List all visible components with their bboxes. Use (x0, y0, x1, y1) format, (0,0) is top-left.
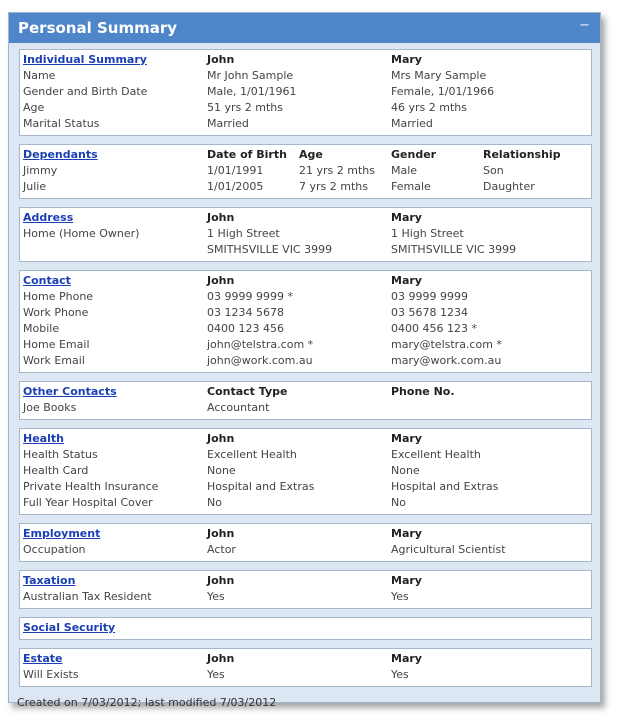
mary-value: 1 High Street (391, 227, 464, 240)
table-row (23, 289, 587, 305)
row-label: Work Email (23, 354, 85, 367)
dependant-name: Jimmy (23, 164, 58, 177)
table-row (23, 463, 587, 479)
other-contacts-section (19, 381, 592, 420)
row-label: Home (Home Owner) (23, 227, 140, 240)
social-security-link[interactable]: Social Security (23, 621, 116, 634)
table-row (23, 667, 587, 683)
contact-type: Accountant (207, 401, 270, 414)
john-value: Mr John Sample (207, 69, 294, 82)
column-header-john: John (207, 274, 235, 287)
john-value: john@work.com.au (207, 354, 313, 367)
health-link[interactable]: Health (23, 432, 64, 445)
individual-summary-section (19, 49, 592, 136)
john-value: None (207, 464, 236, 477)
column-header-john: John (207, 652, 235, 665)
table-row (23, 495, 587, 511)
employment-section (19, 523, 592, 562)
john-value: 51 yrs 2 mths (207, 101, 283, 114)
row-label: Health Status (23, 448, 98, 461)
table-row (23, 84, 587, 100)
table-row (23, 68, 587, 84)
john-value: Male, 1/01/1961 (207, 85, 297, 98)
table-row (23, 321, 587, 337)
row-label: Will Exists (23, 668, 79, 681)
mary-value: No (391, 496, 406, 509)
mary-value: 03 9999 9999 (391, 290, 468, 303)
mary-value: Excellent Health (391, 448, 481, 461)
dependant-relationship: Son (483, 164, 504, 177)
employment-link[interactable]: Employment (23, 527, 101, 540)
dependant-gender: Male (391, 164, 418, 177)
mary-value: mary@telstra.com * (391, 338, 502, 351)
table-row (23, 400, 587, 416)
row-label: Home Phone (23, 290, 94, 303)
other-contacts-link[interactable]: Other Contacts (23, 385, 117, 398)
dependant-age: 7 yrs 2 mths (299, 180, 368, 193)
row-label: Home Email (23, 338, 90, 351)
address-link[interactable]: Address (23, 211, 74, 224)
table-row (23, 163, 587, 179)
dependant-dob: 1/01/2005 (207, 180, 264, 193)
social-security-section (19, 617, 592, 640)
column-header-mary: Mary (391, 527, 422, 540)
row-label (23, 242, 207, 258)
column-header-mary: Mary (391, 274, 422, 287)
row-label: Health Card (23, 464, 89, 477)
mary-value: mary@work.com.au (391, 354, 502, 367)
column-header-john: John (207, 574, 235, 587)
row-label: Mobile (23, 322, 60, 335)
row-label: Name (23, 69, 56, 82)
column-header-mary: Mary (391, 53, 422, 66)
john-value: 1 High Street (207, 227, 280, 240)
contact-link[interactable]: Contact (23, 274, 71, 287)
mary-value: Hospital and Extras (391, 480, 499, 493)
row-label: Gender and Birth Date (23, 85, 148, 98)
table-row (23, 242, 587, 258)
mary-value: 46 yrs 2 mths (391, 101, 467, 114)
estate-section (19, 648, 592, 687)
john-value: 03 1234 5678 (207, 306, 284, 319)
mary-value: Mrs Mary Sample (391, 69, 487, 82)
individual-summary-link[interactable]: Individual Summary (23, 53, 147, 66)
table-row (23, 542, 587, 558)
column-header-gender: Gender (391, 148, 437, 161)
table-row (23, 589, 587, 605)
column-header-mary: Mary (391, 652, 422, 665)
john-value: 0400 123 456 (207, 322, 284, 335)
john-value: Yes (207, 668, 225, 681)
row-label: Occupation (23, 543, 86, 556)
contact-phone (391, 400, 575, 416)
table-row (23, 447, 587, 463)
table-row (23, 353, 587, 369)
mary-value: Married (391, 117, 433, 130)
dependant-name: Julie (23, 180, 47, 193)
mary-value: 0400 456 123 * (391, 322, 477, 335)
column-header-mary: Mary (391, 574, 422, 587)
column-header-dob: Date of Birth (207, 148, 287, 161)
john-value: No (207, 496, 222, 509)
mary-value: Yes (391, 590, 409, 603)
mary-value: Yes (391, 668, 409, 681)
column-header-age: Age (299, 148, 323, 161)
mary-value: 03 5678 1234 (391, 306, 468, 319)
john-value: Excellent Health (207, 448, 297, 461)
personal-summary-panel (8, 12, 601, 709)
dependant-relationship: Daughter (483, 180, 535, 193)
contact-section (19, 270, 592, 373)
column-header-john: John (207, 432, 235, 445)
collapse-icon[interactable]: − (579, 17, 590, 33)
mary-value: Agricultural Scientist (391, 543, 506, 556)
table-row (23, 305, 587, 321)
mary-value: Female, 1/01/1966 (391, 85, 495, 98)
column-header-john: John (207, 211, 235, 224)
row-label: Age (23, 101, 45, 114)
column-header-mary: Mary (391, 211, 422, 224)
column-header-phone: Phone No. (391, 385, 455, 398)
row-label: Australian Tax Resident (23, 590, 152, 603)
john-value: Married (207, 117, 249, 130)
row-label: Private Health Insurance (23, 480, 159, 493)
row-label: Marital Status (23, 117, 100, 130)
row-label: Work Phone (23, 306, 89, 319)
dependants-link[interactable]: Dependants (23, 148, 98, 161)
mary-value: SMITHSVILLE VIC 3999 (391, 243, 517, 256)
john-value: john@telstra.com * (207, 338, 314, 351)
taxation-link[interactable]: Taxation (23, 574, 76, 587)
table-row (23, 116, 587, 132)
column-header-relationship: Relationship (483, 148, 561, 161)
address-section (19, 207, 592, 262)
panel-header (9, 13, 600, 43)
column-header-john: John (207, 53, 235, 66)
column-header-contact-type: Contact Type (207, 385, 288, 398)
dependant-dob: 1/01/1991 (207, 164, 264, 177)
john-value: Hospital and Extras (207, 480, 315, 493)
health-section (19, 428, 592, 515)
column-header-john: John (207, 527, 235, 540)
taxation-section (19, 570, 592, 609)
dependant-gender: Female (391, 180, 431, 193)
dependants-section (19, 144, 592, 199)
john-value: SMITHSVILLE VIC 3999 (207, 243, 333, 256)
table-row (23, 479, 587, 495)
table-row (23, 100, 587, 116)
table-row (23, 179, 587, 195)
john-value: Actor (207, 543, 236, 556)
estate-link[interactable]: Estate (23, 652, 63, 665)
table-row (23, 337, 587, 353)
mary-value: None (391, 464, 420, 477)
contact-name: Joe Books (23, 401, 77, 414)
column-header-mary: Mary (391, 432, 422, 445)
john-value: Yes (207, 590, 225, 603)
row-label: Full Year Hospital Cover (23, 496, 153, 509)
created-modified-text: Created on 7/03/2012; last modified 7/03/2012 (17, 696, 277, 709)
panel-title: Personal Summary (18, 19, 178, 37)
table-row (23, 226, 587, 242)
dependant-age: 21 yrs 2 mths (299, 164, 375, 177)
john-value: 03 9999 9999 * (207, 290, 293, 303)
